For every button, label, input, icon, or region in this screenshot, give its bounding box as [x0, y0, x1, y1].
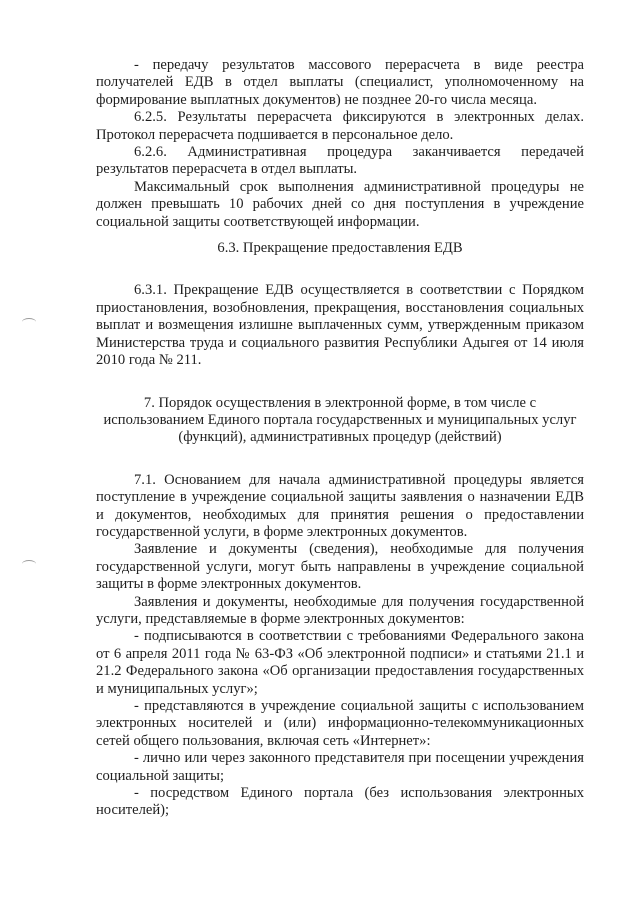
section-heading-7: 7. Порядок осуществления в электронной форме, в том числе с использованием Единого портала государственных и муниципальных услуг (функций), административных процедур (действий)	[103, 394, 577, 446]
document-page	[96, 57, 584, 820]
paragraph-electronic-documents: Заявления и документы, необходимые для получения государственной услуги, представляемые в форме электронных документов:	[96, 593, 584, 627]
list-item-portal: - посредством Единого портала (без использования электронных носителей);	[96, 785, 584, 819]
paragraph-6-3-1: 6.3.1. Прекращение ЕДВ осуществляется в соответствии с Порядком приостановления, возобновления, прекращения, восстановления социальных выплат и возмещения излишне выплаченных сумм, утвержденным приказом Министерства труда и социального развития Республики Адыгея от 14 июля 2010 года № 211.	[96, 282, 584, 369]
list-item-in-person: - лично или через законного представителя при посещении учреждения социальной защиты;	[96, 750, 584, 784]
list-item-signed: - подписываются в соответствии с требованиями Федерального закона от 6 апреля 2011 года № 63-ФЗ «Об электронной подписи» и статьями 21.1 и 21.2 Федерального закона «Об организации предоставления государственных и муниципальных услуг»;	[96, 628, 584, 697]
section-heading-6-3: 6.3. Прекращение предоставления ЕДВ	[217, 240, 463, 257]
paragraph-transfer-results: - передачу результатов массового перерасчета в виде реестра получателей ЕДВ в отдел выплаты (специалист, уполномоченному на формирование выплатных документов) не позднее 20-го числа месяца.	[96, 57, 584, 108]
margin-punch-mark	[22, 560, 36, 568]
paragraph-documents-sent: Заявление и документы (сведения), необходимые для получения государственной услуги, могут быть направлены в учреждение социальной защиты в форме электронных документов.	[96, 541, 584, 593]
paragraph-6-2-5: 6.2.5. Результаты перерасчета фиксируются в электронных делах. Протокол перерасчета подшивается в персональное дело.	[96, 109, 584, 143]
paragraph-7-1: 7.1. Основанием для начала административной процедуры является поступление в учреждение социальной защиты заявления о назначении ЕДВ и документов, необходимых для принятия решения о предоставлении государственной услуги, в форме электронных документов.	[96, 471, 584, 540]
list-item-submitted: - представляются в учреждение социальной защиты с использованием электронных носителей и (или) информационно-телекоммуникационных сетей общего пользования, включая сеть «Интернет»:	[96, 698, 584, 749]
margin-punch-mark	[22, 318, 36, 326]
paragraph-max-term: Максимальный срок выполнения административной процедуры не должен превышать 10 рабочих дней со дня поступления в учреждение социальной защиты соответствующей информации.	[96, 178, 584, 230]
paragraph-6-2-6: 6.2.6. Административная процедура заканчивается передачей результатов перерасчета в отдел выплаты.	[96, 144, 584, 178]
